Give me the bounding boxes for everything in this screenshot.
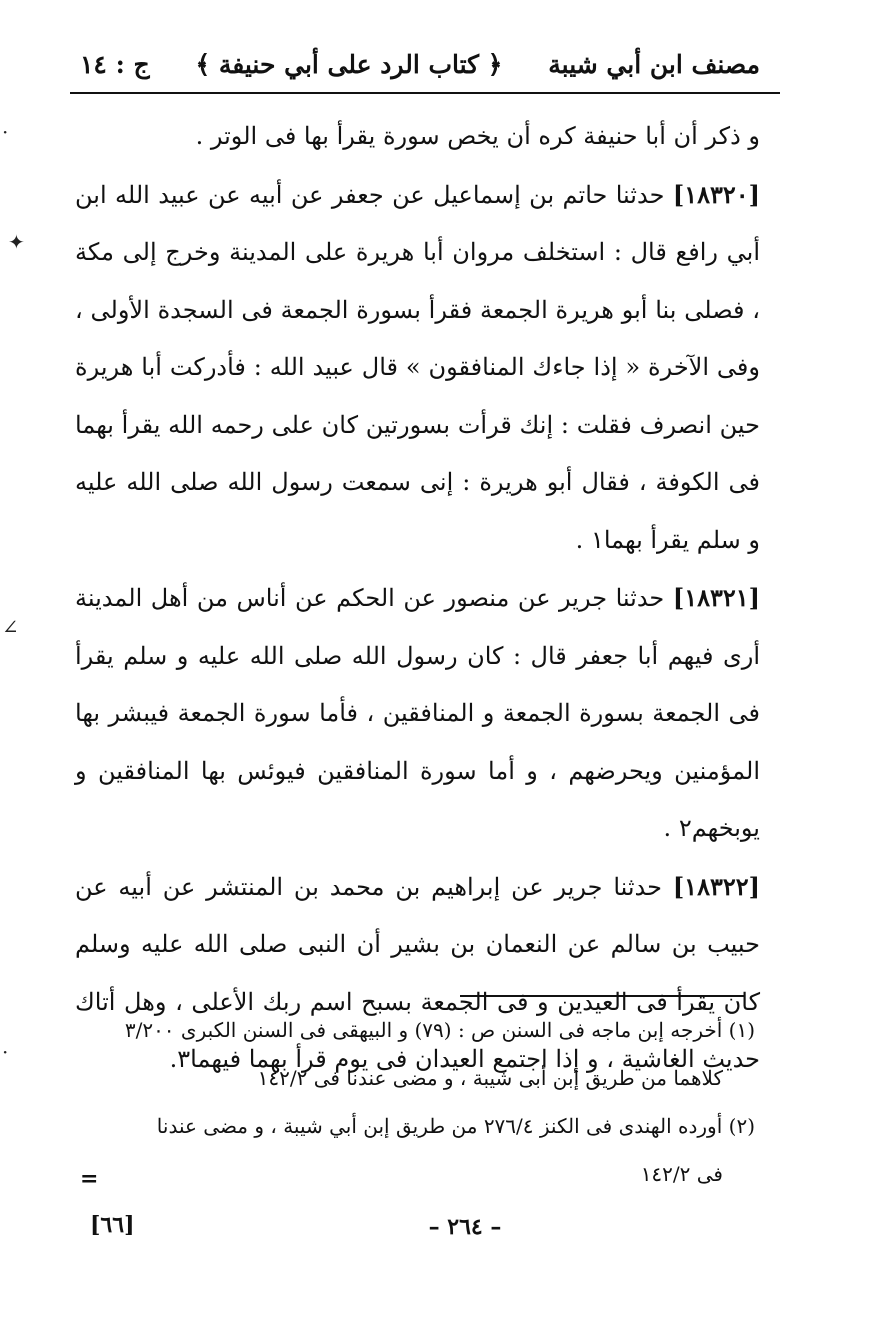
footnote-rule	[460, 995, 745, 997]
running-header	[80, 40, 760, 88]
footnotes	[75, 1006, 755, 1198]
footnote	[75, 1006, 755, 1102]
page-footer	[90, 1210, 755, 1250]
paragraph-text: حدثنا جرير عن إبراهيم بن محمد بن المنتشر عن أبيه عن حبيب بن سالم عن النعمان بن بشير أن النبى صلى الله عليه وسلم كان يقرأ فى العيدين و فى الجمعة بسبح اسم ربك الأعلى ، وهل أتاك حديث الغاشية ، و إذا اجتمع العيدان فى يوم قرأ بهما فيهما٣.	[75, 872, 760, 1073]
intro-paragraph	[75, 108, 760, 166]
paragraph-text: و ذكر أن أبا حنيفة كره أن يخص سورة يقرأ بها فى الوتر .	[195, 122, 760, 150]
hadith-paragraph	[75, 569, 760, 858]
continuation-mark: =	[80, 1166, 99, 1192]
section-title: ﴿ كتاب الرد على أبي حنيفة ﴾	[195, 49, 503, 79]
paragraph-text: حدثنا جرير عن منصور عن الحكم عن أناس من أهل المدينة أرى فيهم أبا جعفر قال : كان رسول الله صلى الله عليه و سلم يقرأ فى الجمعة بسورة الجمعة و المنافقين ، فأما سورة الجمعة فيبشر بها المؤمنين ويحرضهم ، و أما سورة المنافقين فيوئس بها المنافقين و يوبخهم٢ .	[75, 584, 760, 842]
hadith-paragraph	[75, 166, 760, 570]
volume-label: ج : ١٤	[80, 49, 150, 79]
margin-mark: ·	[2, 120, 9, 144]
hadith-number: [١٨٣٢٠]	[672, 179, 760, 209]
header-rule	[70, 92, 780, 94]
book-title: مصنف ابن أبي شيبة	[548, 49, 760, 79]
hadith-number: [١٨٣٢٢]	[672, 871, 760, 901]
footnote-line: (١) أخرجه إبن ماجه فى السنن ص : (٧٩) و البيهقى فى السنن الكبرى ٣/٢٠٠	[124, 1018, 755, 1042]
margin-mark: ∠	[2, 615, 19, 639]
footnote-line: (٢) أورده الهندى فى الكنز ٢٧٦/٤ من طريق إبن أبي شيبة ، و مضى عندنا	[156, 1114, 755, 1138]
page-number: – ٢٦٤ –	[428, 1214, 502, 1240]
margin-mark: ·	[2, 1040, 9, 1064]
main-text	[75, 108, 760, 1089]
hadith-number: [١٨٣٢١]	[672, 583, 760, 612]
plate-id: [٦٦]	[90, 1212, 135, 1238]
footnote	[75, 1102, 755, 1198]
paragraph-text: حدثنا حاتم بن إسماعيل عن جعفر عن أبيه عن عبيد الله ابن أبي رافع قال : استخلف مروان أبا هريرة على المدينة وخرج إلى مكة ، فصلى بنا أبو هريرة الجمعة فقرأ بسورة الجمعة فى السجدة الأولى ، وفى الآخرة « إذا جاءك المنافقون » قال عبيد الله : فأدركت أبا هريرة حين انصرف فقلت : إنك قرأت بسورتين كان على رحمه الله يقرأ بهما فى الكوفة ، فقال أبو هريرة : إنى سمعت رسول الله صلى الله عليه و سلم يقرأ بهما١ .	[75, 180, 761, 554]
margin-mark: ✦	[8, 230, 25, 254]
footnote-line: كلاهما من طريق إبن أبى شيبة ، و مضى عندنا فى ١٤٢/٢	[257, 1066, 723, 1090]
footnote-line: فى ١٤٢/٢	[640, 1162, 723, 1186]
